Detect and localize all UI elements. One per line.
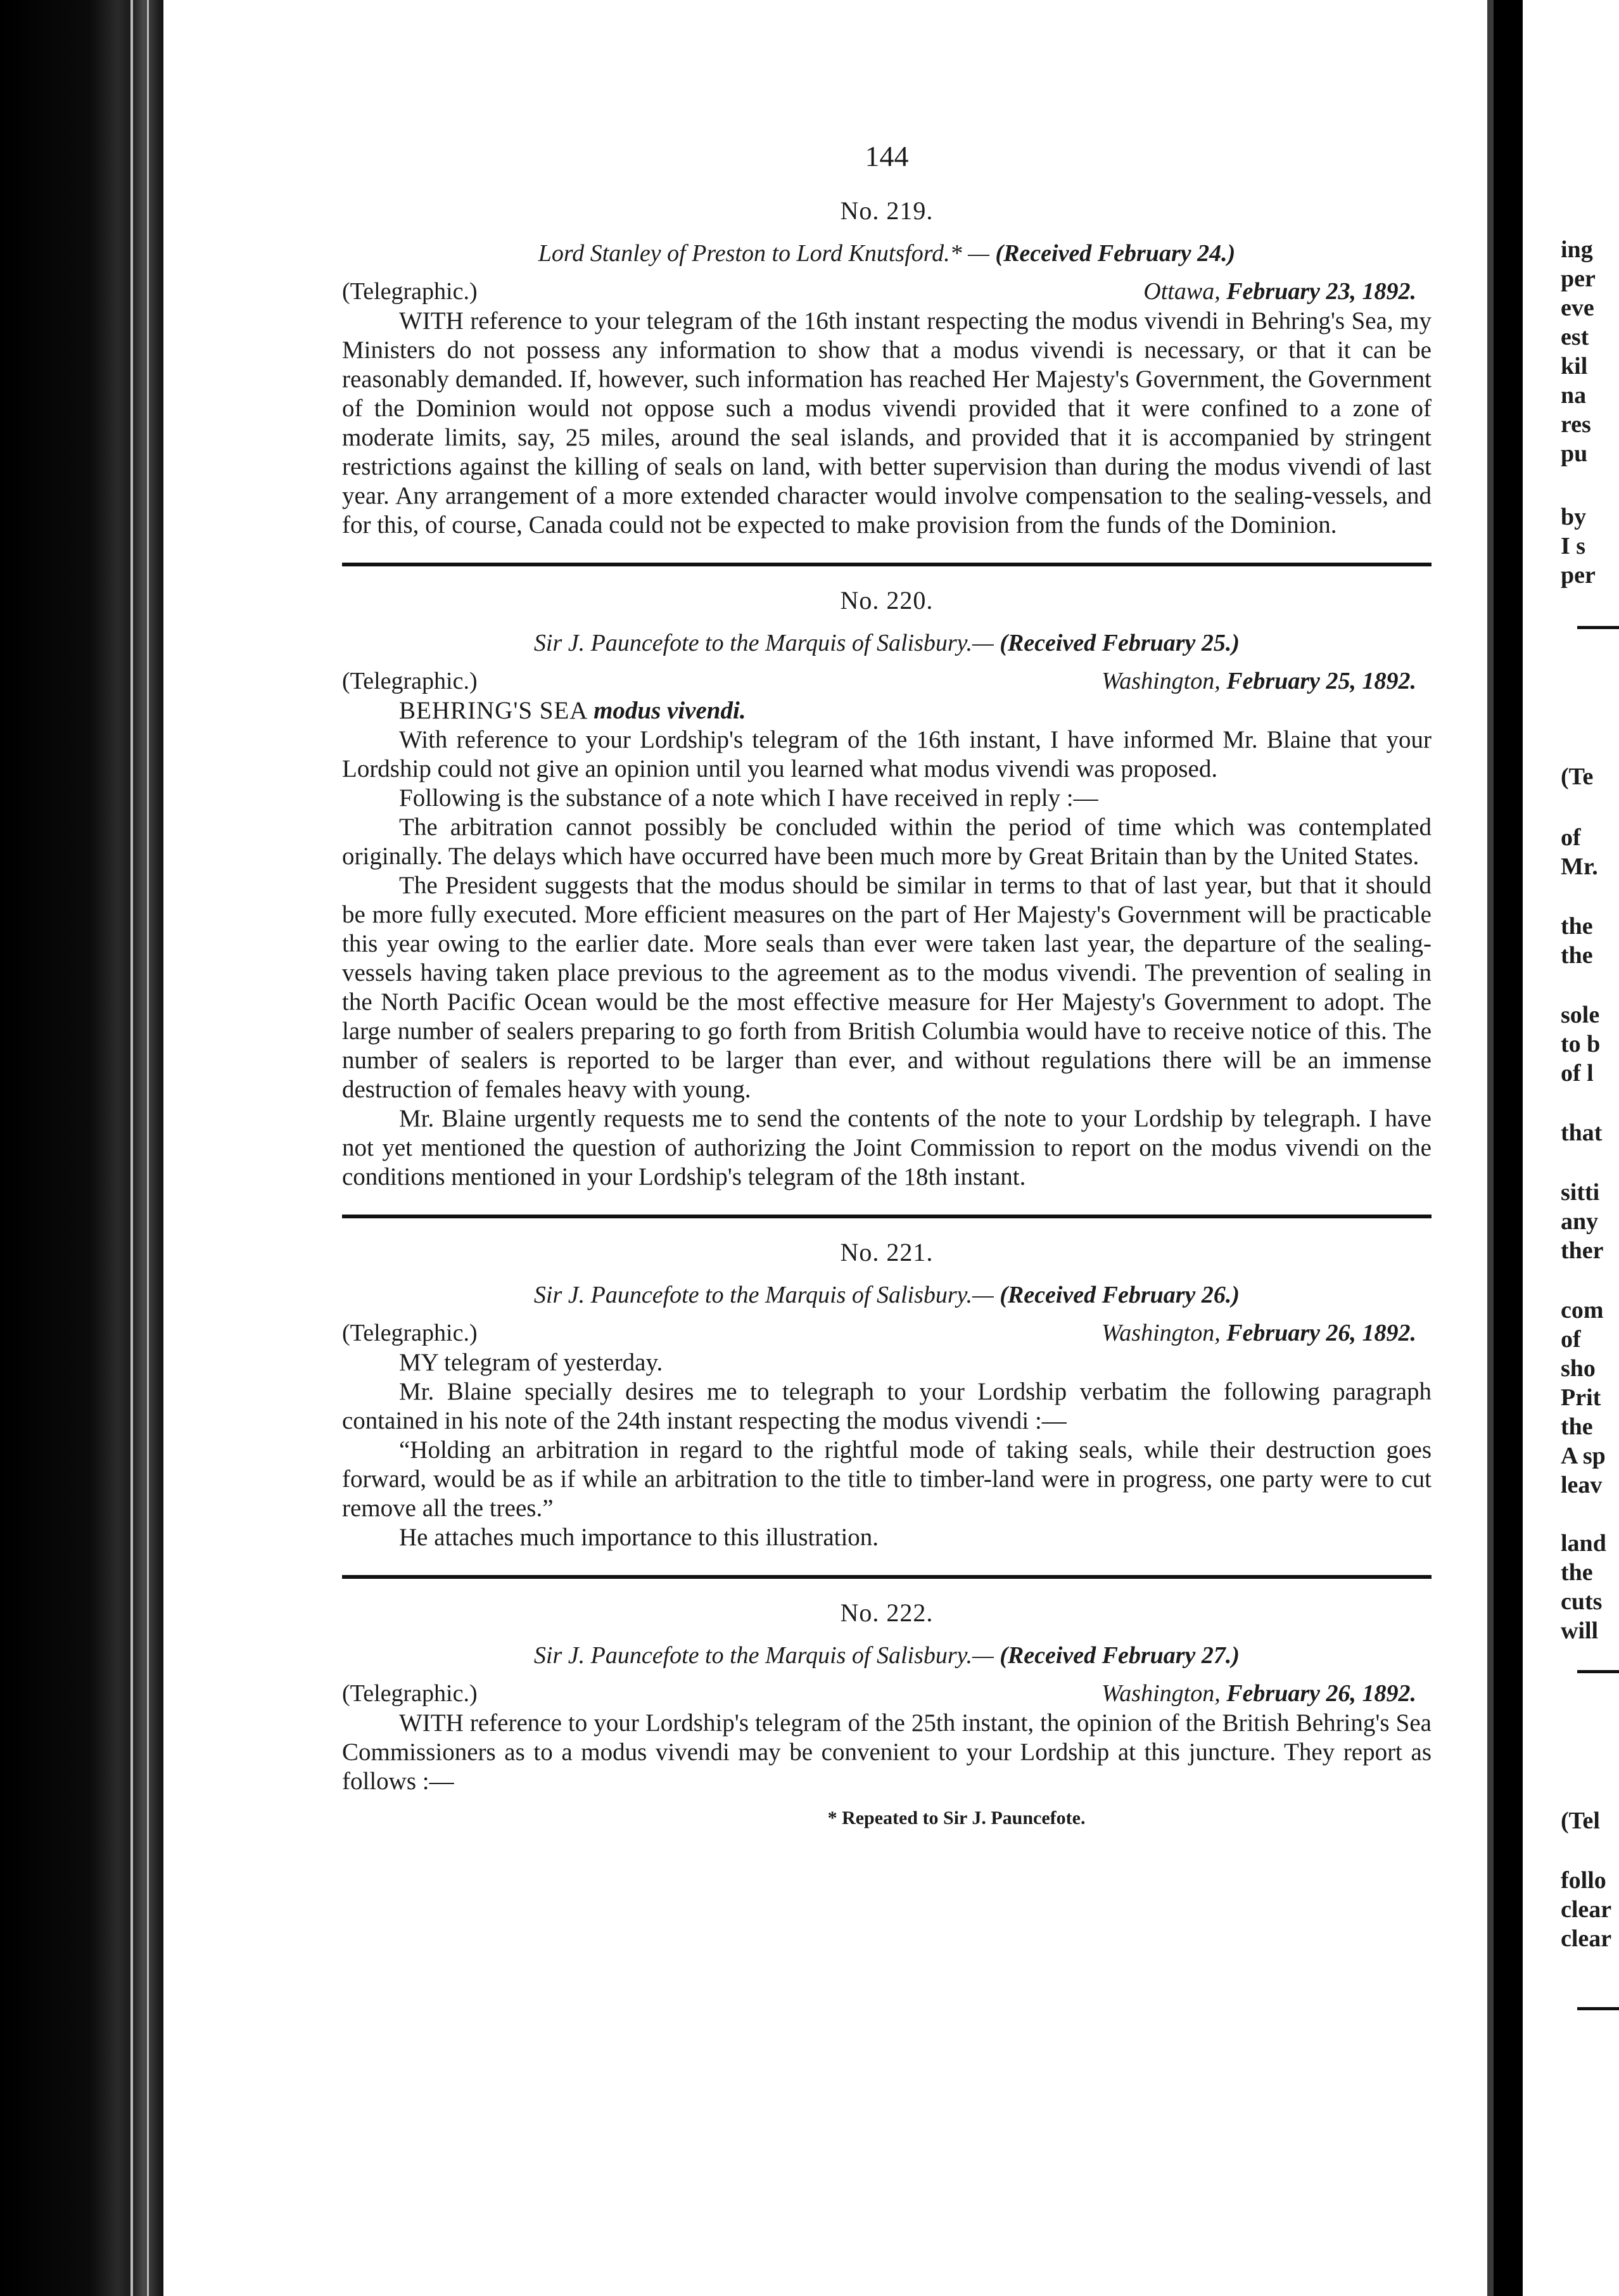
letter-paragraph: The arbitration cannot possibly be concluded within the period of time which was contemplated originally. The delays which have occurred have been much more by Great Britain than by the United States. bbox=[342, 813, 1432, 870]
footnote: * Repeated to Sir J. Pauncefote. bbox=[827, 1808, 1086, 1828]
adjacent-text-fragment: per bbox=[1561, 562, 1596, 589]
letter-place-date bbox=[1143, 277, 1432, 305]
adjacent-text-fragment: will bbox=[1561, 1617, 1599, 1644]
adjacent-text-fragment: com bbox=[1561, 1297, 1604, 1323]
section-divider bbox=[342, 1575, 1432, 1579]
adjacent-text-fragment: the bbox=[1561, 1559, 1593, 1586]
page-gutter bbox=[1494, 0, 1523, 2296]
letter-body bbox=[342, 696, 1432, 1192]
letter-body bbox=[342, 1348, 1432, 1552]
adjacent-text-fragment: the bbox=[1561, 1413, 1593, 1440]
adjacent-section-divider bbox=[1577, 626, 1619, 629]
adjacent-text-fragment: Mr. bbox=[1561, 853, 1598, 880]
letter-paragraph: Mr. Blaine urgently requests me to send the contents of the note to your Lordship by telegraph. I have not yet mentioned the question of authorizing the Joint Commission to report on the modus vivendi on the conditions mentioned in your Lordship's telegram of the 18th instant. bbox=[342, 1105, 1432, 1190]
letter-number: No. 222. bbox=[840, 1598, 934, 1627]
page-gutter-edge bbox=[1487, 0, 1494, 2296]
letter-220 bbox=[342, 585, 1432, 1192]
letter-mode: (Telegraphic.) bbox=[342, 278, 478, 305]
adjacent-text-fragment: the bbox=[1561, 913, 1593, 940]
adjacent-text-fragment: ing bbox=[1561, 236, 1593, 263]
adjacent-text-fragment: A sp bbox=[1561, 1443, 1606, 1469]
letter-heading bbox=[342, 239, 1432, 267]
spine-fold-line bbox=[147, 0, 149, 2296]
letter-place-date bbox=[1102, 1319, 1432, 1347]
adjacent-text-fragment: pu bbox=[1561, 440, 1588, 467]
letter-heading bbox=[342, 1642, 1432, 1669]
letter-heading bbox=[342, 1281, 1432, 1309]
letter-place: Washington, bbox=[1102, 668, 1221, 694]
adjacent-text-fragment: of bbox=[1561, 824, 1581, 851]
adjacent-section-divider bbox=[1577, 1670, 1619, 1673]
letter-paragraph: WITH reference to your Lordship's telegram of the 25th instant, the opinion of the British Behring's Sea Commissioners as to a modus vivendi may be convenient to your Lordship at this juncture. They report as follows :— bbox=[342, 1709, 1432, 1795]
adjacent-text-fragment: to b bbox=[1561, 1031, 1601, 1057]
letter-place-date bbox=[1102, 667, 1432, 695]
adjacent-page-edge bbox=[1561, 0, 1619, 2296]
adjacent-text-fragment: sitti bbox=[1561, 1179, 1600, 1206]
letter-subject bbox=[342, 696, 1432, 725]
adjacent-text-fragment: Prit bbox=[1561, 1384, 1601, 1411]
letter-mode: (Telegraphic.) bbox=[342, 1320, 478, 1346]
adjacent-text-fragment: est bbox=[1561, 324, 1589, 350]
adjacent-text-fragment: per bbox=[1561, 265, 1596, 292]
document-page bbox=[342, 139, 1432, 1829]
adjacent-text-fragment: of bbox=[1561, 1326, 1581, 1353]
adjacent-text-fragment: by bbox=[1561, 504, 1587, 530]
letter-number: No. 219. bbox=[840, 196, 934, 225]
adjacent-text-fragment: the bbox=[1561, 942, 1593, 969]
letter-dateline bbox=[342, 1680, 1432, 1707]
adjacent-text-fragment: sole bbox=[1561, 1002, 1600, 1028]
adjacent-text-fragment: that bbox=[1561, 1119, 1603, 1146]
adjacent-text-fragment: clear bbox=[1561, 1925, 1612, 1952]
letter-222 bbox=[342, 1598, 1432, 1796]
letter-place-date bbox=[1102, 1680, 1432, 1707]
letter-subject-text: BEHRING'S SEA bbox=[399, 697, 587, 724]
letter-paragraph: “Holding an arbitration in regard to the rightful mode of taking seals, while their destruction goes forward, would be as if while an arbitration to the title to timber-land were in progress, one party were to cut remove all the trees.” bbox=[342, 1436, 1432, 1522]
adjacent-text-fragment: clear bbox=[1561, 1896, 1612, 1923]
adjacent-text-fragment: cuts bbox=[1561, 1588, 1603, 1615]
letter-date: February 26, 1892. bbox=[1226, 1680, 1416, 1707]
adjacent-text-fragment: sho bbox=[1561, 1355, 1596, 1382]
letter-mode: (Telegraphic.) bbox=[342, 1680, 478, 1707]
letter-mode: (Telegraphic.) bbox=[342, 668, 478, 694]
adjacent-text-fragment: leav bbox=[1561, 1472, 1603, 1498]
letter-number: No. 221. bbox=[840, 1238, 934, 1266]
letter-paragraph: The President suggests that the modus should be similar in terms to that of last year, but that it should be more fully executed. More efficient measures on the part of Her Majesty's Government will be practicable this year owing to the earlier date. More seals than ever were taken last year, the departure of the sealing-vessels having taken place previous to the agreement as to the modus vivendi. The prevention of sealing in the North Pacific Ocean would be the most effective measure for Her Majesty's Government to adopt. The large number of sealers preparing to go forth from British Columbia would have to receive notice of this. The number of sealers is reported to be larger than ever, and without regulations there will be an immense destruction of females heavy with young. bbox=[342, 872, 1432, 1103]
letter-sender-recipient: Sir J. Pauncefote to the Marquis of Salisbury.— bbox=[533, 630, 994, 656]
letter-paragraph: With reference to your Lordship's telegram of the 16th instant, I have informed Mr. Blaine that your Lordship could not give an opinion until you learned what modus vivendi was proposed. bbox=[342, 726, 1432, 782]
letter-place: Ottawa, bbox=[1143, 278, 1221, 305]
adjacent-text-fragment: any bbox=[1561, 1208, 1599, 1235]
letter-dateline bbox=[342, 1319, 1432, 1347]
adjacent-text-fragment: (Te bbox=[1561, 763, 1594, 790]
letter-221 bbox=[342, 1237, 1432, 1552]
letter-paragraph: MY telegram of yesterday. bbox=[399, 1349, 663, 1376]
letter-dateline bbox=[342, 667, 1432, 695]
adjacent-text-fragment: (Tel bbox=[1561, 1808, 1600, 1834]
adjacent-text-fragment: ther bbox=[1561, 1237, 1604, 1264]
letter-date: February 23, 1892. bbox=[1226, 278, 1416, 305]
page-number: 144 bbox=[865, 140, 909, 172]
letter-dateline bbox=[342, 277, 1432, 305]
adjacent-text-fragment: land bbox=[1561, 1530, 1606, 1557]
letter-sender-recipient: Sir J. Pauncefote to the Marquis of Salisbury.— bbox=[533, 1642, 994, 1669]
letter-sender-recipient: Sir J. Pauncefote to the Marquis of Salisbury.— bbox=[533, 1282, 994, 1308]
letter-place: Washington, bbox=[1102, 1320, 1221, 1346]
adjacent-text-fragment: eve bbox=[1561, 295, 1594, 321]
letter-received-date: (Received February 27.) bbox=[1000, 1642, 1240, 1669]
letter-date: February 25, 1892. bbox=[1226, 668, 1416, 694]
letter-body bbox=[342, 1709, 1432, 1796]
adjacent-text-fragment: res bbox=[1561, 411, 1591, 438]
letter-received-date: (Received February 26.) bbox=[1000, 1282, 1240, 1308]
letter-body bbox=[342, 307, 1432, 540]
letter-sender-recipient: Lord Stanley of Preston to Lord Knutsford.* — bbox=[538, 240, 989, 267]
letter-subject-emphasis: modus vivendi. bbox=[594, 697, 746, 724]
letter-219 bbox=[342, 196, 1432, 540]
letter-paragraph: Following is the substance of a note which I have received in reply :— bbox=[399, 784, 1098, 812]
spine-fold-line bbox=[130, 0, 133, 2296]
letter-date: February 26, 1892. bbox=[1226, 1320, 1416, 1346]
section-divider bbox=[342, 563, 1432, 566]
section-divider bbox=[342, 1215, 1432, 1218]
adjacent-text-fragment: I s bbox=[1561, 533, 1586, 559]
letter-heading bbox=[342, 629, 1432, 657]
letter-number: No. 220. bbox=[840, 586, 934, 615]
adjacent-section-divider bbox=[1577, 2007, 1619, 2010]
book-spine bbox=[0, 0, 163, 2296]
letter-received-date: (Received February 25.) bbox=[1000, 630, 1240, 656]
adjacent-text-fragment: follo bbox=[1561, 1867, 1606, 1894]
letter-paragraph: WITH reference to your telegram of the 16th instant respecting the modus vivendi in Behring's Sea, my Ministers do not possess any information to show that a modus vivendi is necessary, or that it can be reasonably demanded. If, however, such information has reached Her Majesty's Government, the Government of the Dominion would not oppose such a modus vivendi provided that it were confined to a zone of moderate limits, say, 25 miles, around the seal islands, and provided that it is accompanied by stringent restrictions against the killing of seals on land, with better supervision than during the modus vivendi of last year. Any arrangement of a more extended character would involve compensation to the sealing-vessels, and for this, of course, Canada could not be expected to make provision from the funds of the Dominion. bbox=[342, 307, 1432, 539]
letter-place: Washington, bbox=[1102, 1680, 1221, 1707]
letter-received-date: (Received February 24.) bbox=[995, 240, 1236, 267]
letter-paragraph: He attaches much importance to this illustration. bbox=[399, 1524, 879, 1551]
adjacent-text-fragment: na bbox=[1561, 382, 1587, 409]
letter-paragraph: Mr. Blaine specially desires me to telegraph to your Lordship verbatim the following paragraph contained in his note of the 24th instant respecting the modus vivendi :— bbox=[342, 1378, 1432, 1434]
adjacent-text-fragment: kil bbox=[1561, 353, 1588, 379]
adjacent-text-fragment: of l bbox=[1561, 1060, 1594, 1087]
